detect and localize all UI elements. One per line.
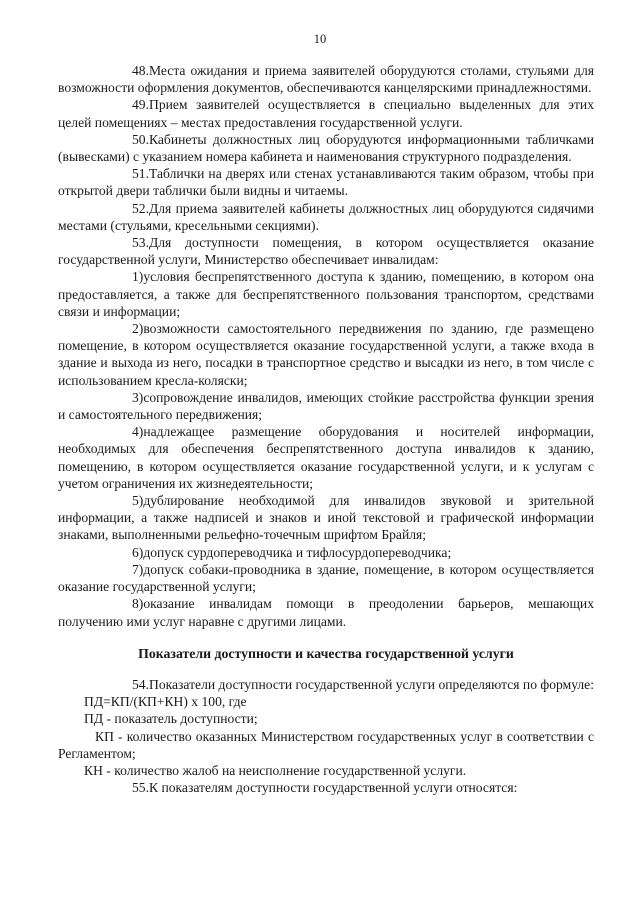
list-item-8: 8)оказание инвалидам помощи в преодолении барьеров, мешающих получению ими услуг наравне с другими лицами.	[58, 596, 594, 629]
list-item-6: 6)допуск сурдопереводчика и тифлосурдопереводчика;	[132, 544, 452, 560]
list-item-1: 1)условия беспрепятственного доступа к зданию, помещению, в котором она предоставляется, а также для беспрепятственного пользования транспортом, средствами связи и информации;	[58, 269, 594, 319]
paragraph-51: 51.Таблички на дверях или стенах устанавливаются таким образом, чтобы при открытой двери таблички были видны и читаемы.	[58, 166, 594, 199]
formula-definition-kn: КН - количество жалоб на неисполнение государственной услуги.	[84, 762, 467, 778]
paragraph-55: 55.К показателям доступности государственной услуги относятся:	[132, 780, 518, 796]
paragraph-54: 54.Показатели доступности государственной услуги определяются по формуле:	[132, 676, 594, 692]
list-item-5: 5)дублирование необходимой для инвалидов звуковой и зрительной информации, а также надписей и знаков и иной текстовой и графической информации знаками, выполненными рельефно-точечным шрифтом Брайля;	[58, 493, 594, 543]
section-heading: Показатели доступности и качества государственной услуги	[138, 645, 514, 661]
list-item-2: 2)возможности самостоятельного передвижения по зданию, где размещено помещение, в котором осуществляется оказание государственной услуги, а также входа в здание и выхода из него, посадки в транспортное средство и высадки из него, в том числе с использованием кресла-коляски;	[58, 321, 594, 388]
paragraph-48: 48.Места ожидания и приема заявителей оборудуются столами, стульями для возможности оформления документов, обеспечиваются канцелярскими принадлежностями.	[58, 63, 594, 96]
list-item-3: 3)сопровождение инвалидов, имеющих стойкие расстройства функции зрения и самостоятельного передвижения;	[58, 389, 594, 423]
formula-definition-pd: ПД - показатель доступности;	[84, 711, 258, 727]
page-number: 10	[313, 32, 327, 46]
list-item-4: 4)надлежащее размещение оборудования и носителей информации, необходимых для обеспечения беспрепятственного доступа инвалидов к зданию, помещению, в котором осуществляется оказание государственной услуги, и к услугам с учетом ограничения их жизнедеятельности;	[58, 424, 594, 491]
paragraph-52: 52.Для приема заявителей кабинеты должностных лиц оборудуются сидячими местами (стульями, кресельными секциями).	[58, 200, 594, 233]
formula-line: ПД=КП/(КП+КН) х 100, где	[84, 694, 247, 710]
formula-definition-kp: КП - количество оказанных Министерством государственных услуг в соответствии с Регламентом;	[58, 728, 594, 761]
list-item-7: 7)допуск собаки-проводника в здание, помещение, в котором осуществляется оказание государственной услуги;	[58, 561, 594, 595]
paragraph-49: 49.Прием заявителей осуществляется в специально выделенных для этих целей помещениях – местах предоставления государственной услуги.	[58, 97, 594, 130]
paragraph-list	[58, 62, 594, 630]
document-body	[58, 62, 594, 796]
paragraph-53: 53.Для доступности помещения, в котором осуществляется оказание государственной услуги, Министерство обеспечивает инвалидам:	[58, 235, 594, 268]
paragraph-50: 50.Кабинеты должностных лиц оборудуются информационными табличками (вывесками) с указанием номера кабинета и наименования структурного подразделения.	[58, 131, 594, 165]
